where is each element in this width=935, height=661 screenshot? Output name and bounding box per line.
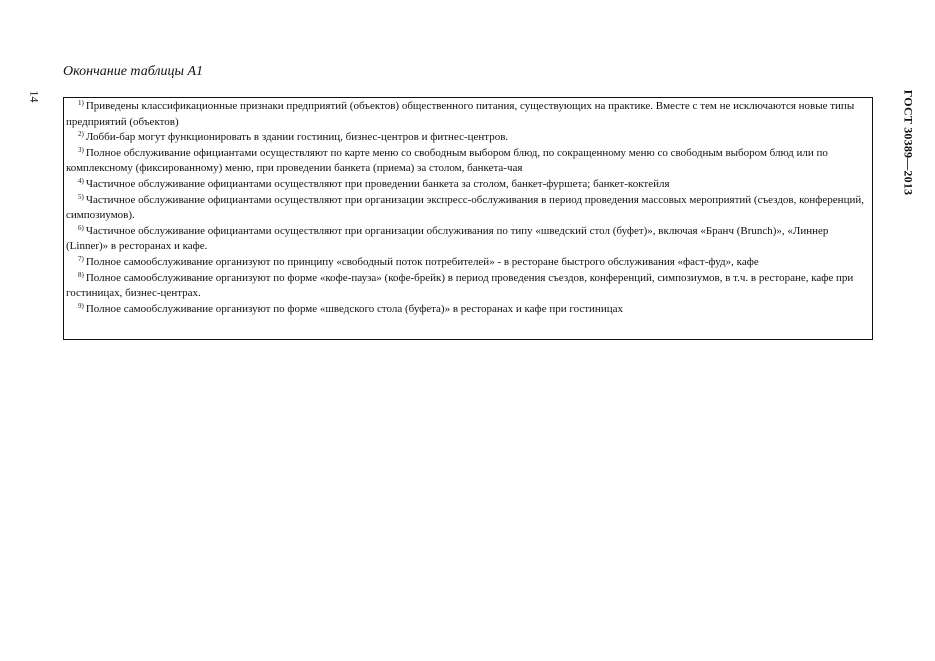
footnote-1: [66, 99, 864, 130]
footnote-marker: 4): [78, 176, 84, 185]
footnote-text: Полное самообслуживание организуют по форме «шведского стола (буфета)» в ресторанах и кафе при гостиницах: [85, 302, 623, 315]
footnote-text: Полное самообслуживание организуют по принципу «свободный поток потребителей» - в ресторане быстрого обслуживания «фаст-фуд», кафе: [85, 255, 759, 268]
footnote-marker: 6): [78, 223, 84, 232]
footnote-text: Частичное обслуживание официантами осуществляют при проведении банкета за столом, банкет-фуршета; банкет-коктейля: [85, 177, 670, 190]
footnote-4: [66, 177, 864, 193]
footnote-marker: 9): [78, 301, 84, 310]
footnote-6: [66, 224, 864, 255]
footnote-text: Полное обслуживание официантами осуществляют по карте меню со свободным выбором блюд, по сокращенному меню со свободным выбором блюд или по комплексному (фиксированному) меню, при проведении банкета (приема) за столом, банкета-чая: [66, 146, 828, 175]
document-code-text: ГОСТ 30389—2013: [901, 89, 916, 195]
table-continuation-caption: Окончание таблицы А1: [63, 64, 204, 79]
footnote-5: [66, 193, 864, 224]
footnote-text: Лобби-бар могут функционировать в здании гостиниц, бизнес-центров и фитнес-центров.: [85, 131, 509, 144]
footnote-marker: 3): [78, 145, 84, 154]
footnote-marker: 7): [78, 254, 84, 263]
footnote-text: Частичное обслуживание официантами осуществляют при организации экспресс-обслуживания в период проведения массовых мероприятий (съездов, конференций, симпозиумов).: [66, 193, 864, 222]
table-footnotes-box: [63, 97, 873, 340]
footnote-text: Полное самообслуживание организуют по форме «кофе-пауза» (кофе-брейк) в период проведения съездов, конференций, симпозиумов, в т.ч. в ресторане, кафе при гостиницах, бизнес-центрах.: [66, 271, 854, 300]
footnote-7: [66, 255, 864, 271]
footnote-marker: 8): [78, 270, 84, 279]
page-number-text: 14: [27, 90, 42, 102]
footnote-text: Приведены классификационные признаки предприятий (объектов) общественного питания, существующих на практике. Вместе с тем не исключаются новые типы предприятий (объектов): [66, 100, 855, 128]
footnote-2: [66, 130, 864, 146]
page-number: [24, 86, 44, 106]
footnote-text: Частичное обслуживание официантами осуществляют при организации обслуживания по типу «шведский стол (буфет)», включая «Бранч (Brunch)», «Линнер (Linner)» в ресторанах и кафе.: [66, 224, 829, 253]
footnote-3: [66, 146, 864, 177]
footnote-8: [66, 271, 864, 302]
footnote-marker: 5): [78, 192, 84, 201]
footnote-marker: 1): [78, 99, 84, 107]
footnote-marker: 2): [78, 130, 84, 139]
footnote-9: [66, 302, 864, 318]
